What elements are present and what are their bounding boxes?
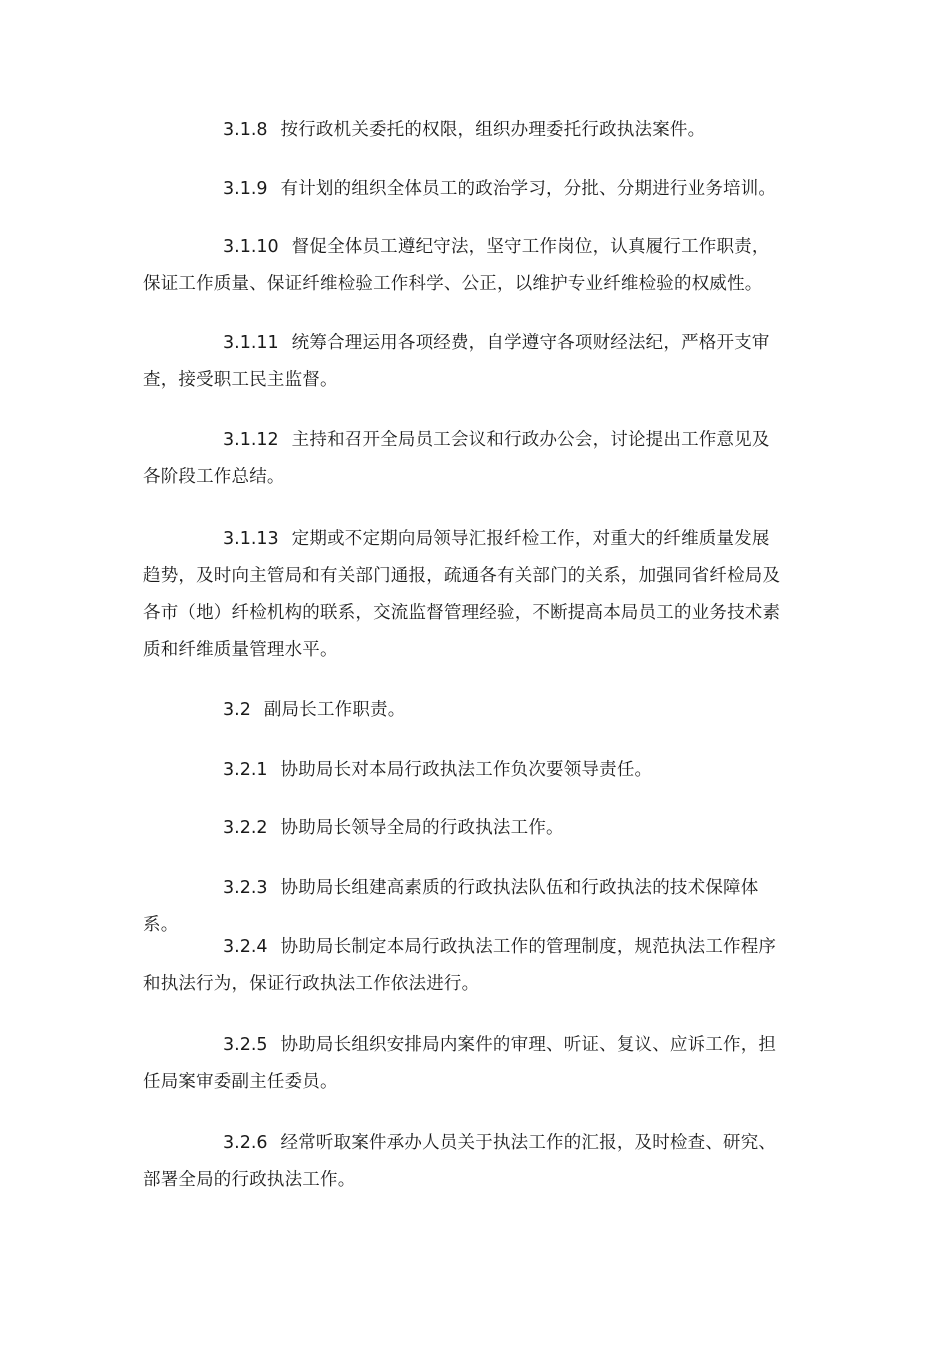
section-number: 3.1.11 xyxy=(223,333,279,353)
paragraph-text: 协助局长领导全局的行政执法工作。 xyxy=(280,818,564,838)
section-number: 3.2.1 xyxy=(223,760,268,780)
section-number: 3.1.8 xyxy=(223,120,268,140)
section-number: 3.1.10 xyxy=(223,237,279,257)
paragraph-3-1-10 xyxy=(143,229,783,303)
paragraph-3-1-9 xyxy=(143,171,783,208)
paragraph-text: 督促全体员工遵纪守法，坚守工作岗位，认真履行工作职责，保证工作质量、保证纤维检验工作科学、公正，以维护专业纤维检验的权威性。 xyxy=(143,237,770,294)
paragraph-3-2-4 xyxy=(143,929,783,1003)
paragraph-3-2-1 xyxy=(143,752,783,789)
paragraph-text: 有计划的组织全体员工的政治学习，分批、分期进行业务培训。 xyxy=(280,179,777,199)
paragraph-3-2-2 xyxy=(143,810,783,847)
paragraph-text: 定期或不定期向局领导汇报纤检工作，对重大的纤维质量发展趋势，及时向主管局和有关部门通报，疏通各有关部门的关系，加强同省纤检局及各市（地）纤检机构的联系，交流监督管理经验，不断提高本局员工的业务技术素质和纤维质量管理水平。 xyxy=(143,529,781,660)
section-number: 3.1.13 xyxy=(223,529,279,549)
paragraph-text: 协助局长组织安排局内案件的审理、听证、复议、应诉工作，担任局案审委副主任委员。 xyxy=(143,1035,777,1092)
section-number: 3.2.4 xyxy=(223,937,268,957)
paragraph-3-1-12 xyxy=(143,422,783,496)
paragraph-3-1-8 xyxy=(143,112,783,149)
section-number: 3.2.5 xyxy=(223,1035,268,1055)
section-number: 3.2.3 xyxy=(223,878,268,898)
paragraph-text: 经常听取案件承办人员关于执法工作的汇报，及时检查、研究、部署全局的行政执法工作。 xyxy=(143,1133,777,1190)
section-number: 3.1.9 xyxy=(223,179,268,199)
section-number: 3.2.6 xyxy=(223,1133,268,1153)
section-number: 3.2 xyxy=(223,700,251,720)
section-number: 3.1.12 xyxy=(223,430,279,450)
section-number: 3.2.2 xyxy=(223,818,268,838)
paragraph-3-2-6 xyxy=(143,1125,783,1199)
paragraph-text: 协助局长制定本局行政执法工作的管理制度，规范执法工作程序和执法行为，保证行政执法工作依法进行。 xyxy=(143,937,777,994)
paragraph-text: 主持和召开全局员工会议和行政办公会，讨论提出工作意见及各阶段工作总结。 xyxy=(143,430,770,487)
paragraph-3-2 xyxy=(143,692,783,729)
paragraph-3-1-13 xyxy=(143,521,783,669)
paragraph-text: 按行政机关委托的权限，组织办理委托行政执法案件。 xyxy=(280,120,706,140)
paragraph-text: 协助局长对本局行政执法工作负次要领导责任。 xyxy=(280,760,653,780)
paragraph-3-2-5 xyxy=(143,1027,783,1101)
paragraph-text: 统筹合理运用各项经费，自学遵守各项财经法纪，严格开支审查，接受职工民主监督。 xyxy=(143,333,770,390)
paragraph-3-1-11 xyxy=(143,325,783,399)
paragraph-text: 协助局长组建高素质的行政执法队伍和行政执法的技术保障体系。 xyxy=(143,878,759,935)
paragraph-text: 副局长工作职责。 xyxy=(263,700,406,720)
